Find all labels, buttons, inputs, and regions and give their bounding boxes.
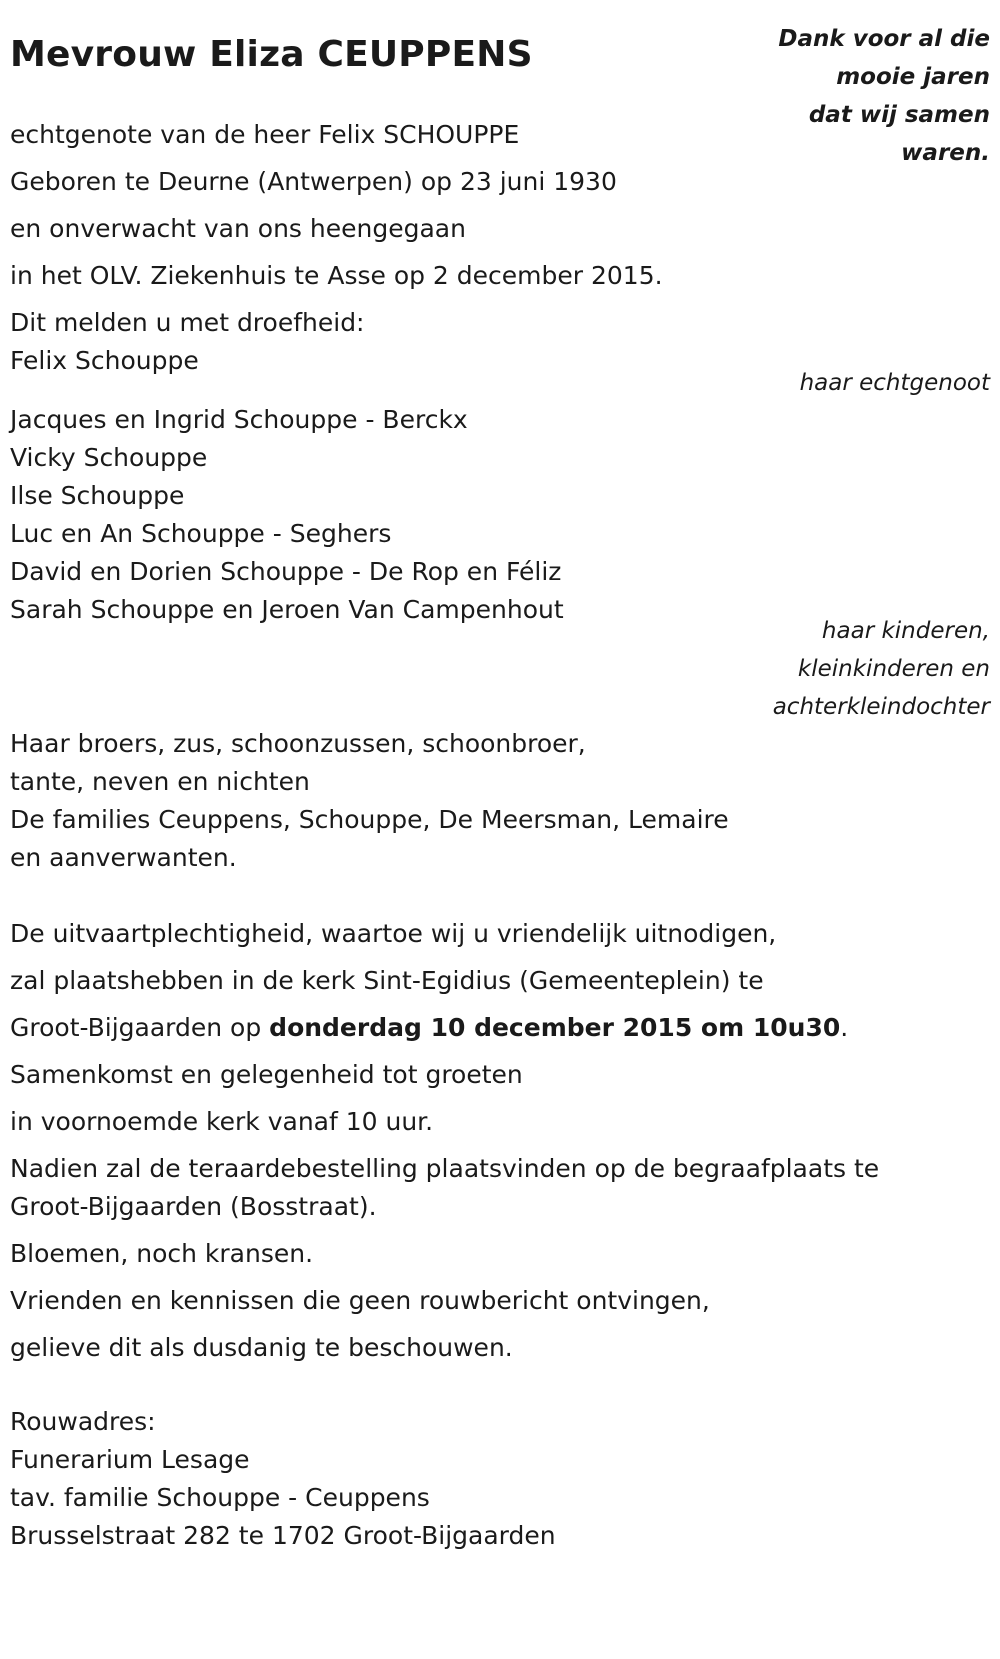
child-name: Sarah Schouppe en Jeroen Van Campenhout bbox=[10, 595, 564, 624]
children-relation bbox=[773, 612, 990, 726]
gathering-line: Samenkomst en gelegenheid tot groeten bbox=[10, 1060, 523, 1089]
address-attention: tav. familie Schouppe - Ceuppens bbox=[10, 1483, 430, 1512]
intro-spouse-line: echtgenote van de heer Felix SCHOUPPE bbox=[10, 120, 520, 149]
relation-line: achterkleindochter bbox=[772, 694, 990, 720]
motto-line: waren. bbox=[901, 140, 990, 166]
child-name: Jacques en Ingrid Schouppe - Berckx bbox=[10, 405, 468, 434]
relation-line: kleinkinderen en bbox=[797, 656, 990, 682]
address-funerarium: Funerarium Lesage bbox=[10, 1445, 250, 1474]
burial-place-line: Groot-Bijgaarden (Bosstraat). bbox=[10, 1192, 377, 1221]
address-street: Brusselstraat 282 te 1702 Groot-Bijgaarden bbox=[10, 1521, 556, 1550]
flowers-line: Bloemen, noch kransen. bbox=[10, 1239, 314, 1268]
ceremony-datetime: donderdag 10 december 2015 om 10u30 bbox=[269, 1013, 841, 1042]
deceased-name: Mevrouw Eliza CEUPPENS bbox=[10, 34, 533, 75]
motto-line: dat wij samen bbox=[808, 102, 990, 128]
family-line: Haar broers, zus, schoonzussen, schoonbroer, bbox=[10, 729, 586, 758]
motto-quote bbox=[690, 20, 990, 172]
ceremony-church-line: zal plaatshebben in de kerk Sint-Egidius (Gemeenteplein) te bbox=[10, 966, 764, 995]
announce-line: Dit melden u met droefheid: bbox=[10, 308, 365, 337]
gathering-time-line: in voornoemde kerk vanaf 10 uur. bbox=[10, 1107, 434, 1136]
motto-line: mooie jaren bbox=[836, 64, 990, 90]
child-name: Vicky Schouppe bbox=[10, 443, 208, 472]
friends-line: Vrienden en kennissen die geen rouwbericht ontvingen, bbox=[10, 1286, 710, 1315]
ceremony-invite-line: De uitvaartplechtigheid, waartoe wij u vriendelijk uitnodigen, bbox=[10, 919, 777, 948]
intro-place-date-line: in het OLV. Ziekenhuis te Asse op 2 december 2015. bbox=[10, 261, 663, 290]
spouse-relation: haar echtgenoot bbox=[799, 370, 990, 396]
motto-line: Dank voor al die bbox=[778, 26, 990, 52]
intro-passing-line: en onverwacht van ons heengegaan bbox=[10, 214, 466, 243]
ceremony-date-line: Groot-Bijgaarden op donderdag 10 december 2015 om 10u30. bbox=[10, 1013, 849, 1042]
child-name: Luc en An Schouppe - Seghers bbox=[10, 519, 392, 548]
burial-line: Nadien zal de teraardebestelling plaatsvinden op de begraafplaats te bbox=[10, 1154, 880, 1183]
intro-birth-line: Geboren te Deurne (Antwerpen) op 23 juni 1930 bbox=[10, 167, 617, 196]
relation-line: haar kinderen, bbox=[821, 618, 990, 644]
consider-line: gelieve dit als dusdanig te beschouwen. bbox=[10, 1333, 513, 1362]
address-label: Rouwadres: bbox=[10, 1407, 156, 1436]
family-line: De families Ceuppens, Schouppe, De Meersman, Lemaire bbox=[10, 805, 729, 834]
child-name: Ilse Schouppe bbox=[10, 481, 185, 510]
spouse-name: Felix Schouppe bbox=[10, 346, 199, 375]
family-line: tante, neven en nichten bbox=[10, 767, 310, 796]
family-line: en aanverwanten. bbox=[10, 843, 237, 872]
child-name: David en Dorien Schouppe - De Rop en Féliz bbox=[10, 557, 562, 586]
